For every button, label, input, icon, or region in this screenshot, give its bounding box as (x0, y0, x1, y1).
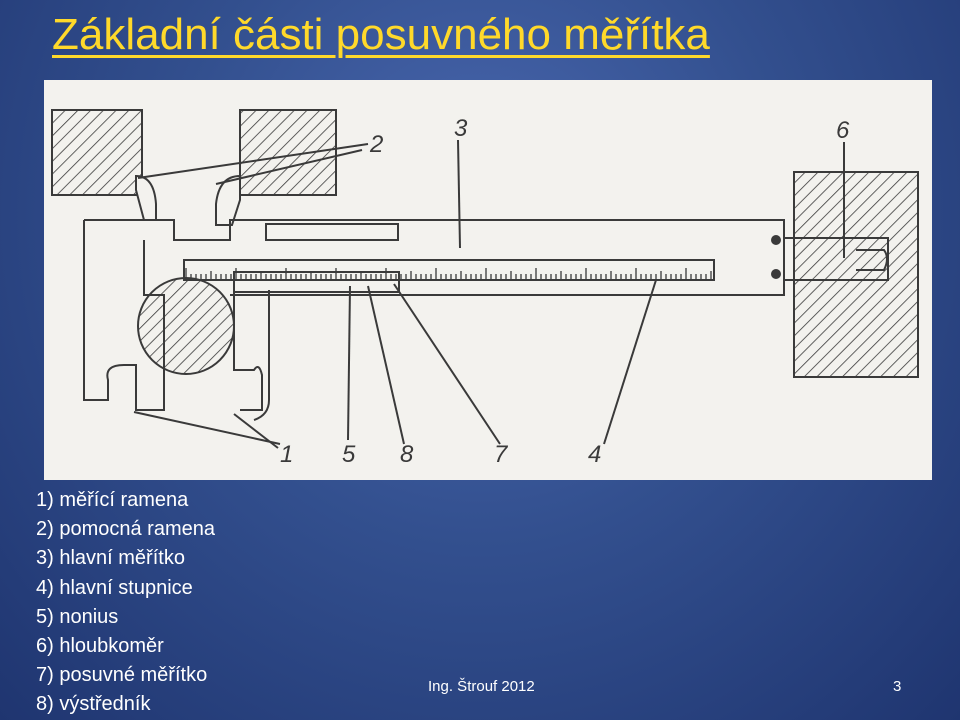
callout-2: 2 (370, 131, 384, 158)
main-scale-upper-bar (266, 224, 398, 240)
round-workpiece (138, 278, 234, 374)
screw-lower (772, 270, 780, 278)
hatched-block-left (52, 110, 142, 195)
screw-upper (772, 236, 780, 244)
callout-5: 5 (342, 441, 356, 468)
callout-4: 4 (588, 441, 602, 468)
callout-1: 1 (280, 441, 294, 468)
callout-6: 6 (836, 117, 850, 144)
legend-list (36, 486, 215, 720)
legend-item: 1) měřící ramena (36, 489, 189, 511)
legend-item: 2) pomocná ramena (36, 518, 215, 541)
page-number: 3 (893, 678, 902, 695)
hatched-block-right (794, 172, 918, 377)
callout-3: 3 (454, 115, 468, 142)
slide-title: Základní části posuvného měřítka (52, 10, 710, 59)
caliper-drawing (44, 80, 932, 480)
main-scale-strip (184, 260, 714, 280)
caliper-diagram (44, 80, 932, 480)
callout-7: 7 (494, 441, 508, 468)
scale-ticks (186, 268, 711, 280)
callout-8: 8 (400, 441, 414, 468)
legend-item: 6) hloubkoměr (36, 635, 164, 658)
legend-item: 5) nonius (36, 605, 119, 628)
legend-item: 7) posuvné měřítko (36, 664, 208, 687)
legend-item: 3) hlavní měřítko (36, 547, 185, 570)
footer-author: Ing. Štrouf 2012 (428, 678, 535, 695)
legend-item: 4) hlavní stupnice (36, 576, 193, 599)
legend-item: 8) výstředník (36, 693, 151, 716)
hatched-block-mid (240, 110, 336, 195)
